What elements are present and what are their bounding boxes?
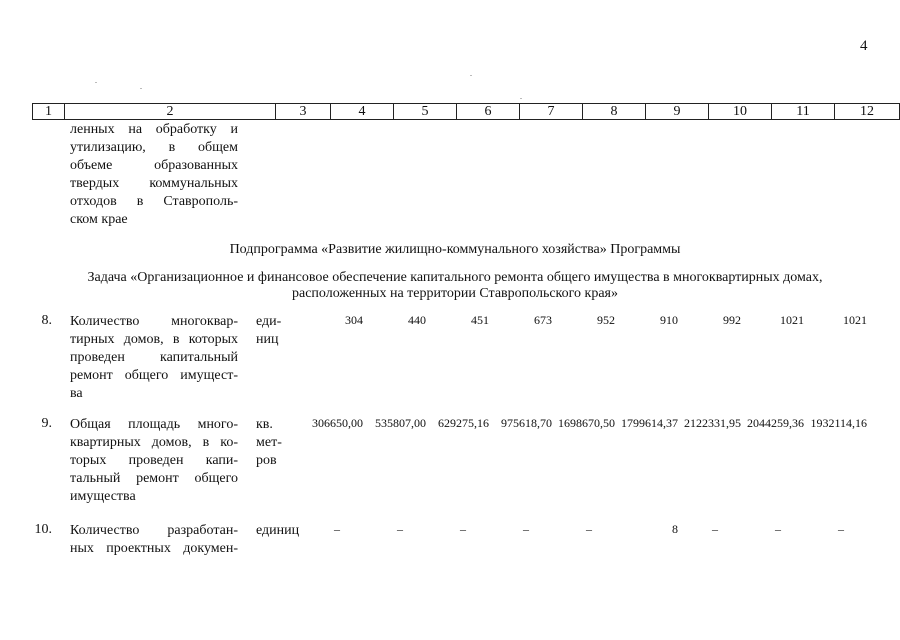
row-number: 10.: [34, 522, 52, 537]
column-header-cell: 6: [457, 104, 520, 120]
row-value: 992: [723, 313, 741, 327]
row-value: –: [523, 522, 529, 536]
row-value: 1698670,50: [558, 416, 615, 430]
subprogram-title: Подпрограмма «Развитие жилищно-коммунального хозяйства» Программы: [229, 242, 681, 257]
continuation-text: [70, 121, 238, 229]
column-header-table: [32, 103, 900, 120]
text-line: объеме образованных: [70, 158, 238, 173]
row-value: –: [838, 522, 844, 536]
text-line: ниц: [256, 332, 279, 347]
row-indicator-name: [70, 313, 238, 403]
column-header-cell: 1: [33, 104, 65, 120]
text-line: Общая площадь много-: [70, 417, 238, 432]
scan-speck: [470, 75, 472, 76]
text-line: ском крае: [70, 212, 128, 227]
row-value: 1021: [843, 313, 867, 327]
text-line: проведен капитальный: [70, 350, 238, 365]
row-unit: [256, 522, 299, 540]
column-header-row: [33, 104, 900, 120]
row-value: 910: [660, 313, 678, 327]
row-number: 8.: [41, 313, 52, 328]
row-value: –: [460, 522, 466, 536]
task-title-line: расположенных на территории Ставропольского края»: [291, 286, 618, 301]
row-value: 535807,00: [375, 416, 426, 430]
row-value: 451: [471, 313, 489, 327]
column-header-cell: 10: [709, 104, 772, 120]
scan-speck: [140, 88, 142, 89]
row-value: 440: [408, 313, 426, 327]
text-line: единиц: [256, 523, 300, 538]
row-number: 9.: [41, 416, 52, 431]
row-value: 1021: [780, 313, 804, 327]
row-value: –: [712, 522, 718, 536]
text-line: ров: [256, 453, 277, 468]
column-header-cell: 7: [520, 104, 583, 120]
row-value: –: [775, 522, 781, 536]
row-value: 8: [672, 522, 678, 536]
text-line: Количество многоквар-: [70, 314, 238, 329]
row-value: 952: [597, 313, 615, 327]
row-indicator-name: [70, 416, 238, 506]
text-line: ленных на обработку и: [70, 122, 238, 137]
page-number: 4: [860, 38, 868, 54]
scan-speck: [520, 98, 522, 99]
column-header-cell: 5: [394, 104, 457, 120]
row-value: 1932114,16: [810, 416, 867, 430]
text-line: еди-: [256, 314, 282, 329]
task-title: [40, 270, 870, 302]
task-title-line: Задача «Организационное и финансовое обеспечение капитального ремонта общего имущества в многоквартирных домах,: [87, 270, 823, 285]
column-header-cell: 11: [772, 104, 835, 120]
text-line: кв.: [256, 417, 273, 432]
text-line: ремонт общего имущест-: [70, 368, 238, 383]
row-value: –: [334, 522, 340, 536]
text-line: тальный ремонт общего: [70, 471, 238, 486]
row-value: 304: [345, 313, 363, 327]
text-line: Количество разработан-: [70, 523, 238, 538]
column-header-cell: 3: [276, 104, 331, 120]
row-value: 306650,00: [312, 416, 363, 430]
text-line: мет-: [256, 435, 282, 450]
text-line: квартирных домов, в ко-: [70, 435, 238, 450]
column-header-cell: 12: [835, 104, 900, 120]
row-value: 2044259,36: [747, 416, 804, 430]
row-value: –: [586, 522, 592, 536]
column-header-cell: 9: [646, 104, 709, 120]
row-value: 673: [534, 313, 552, 327]
text-line: ных проектных докумен-: [70, 541, 238, 556]
row-indicator-name: [70, 522, 238, 558]
row-unit: [256, 416, 282, 470]
column-header-cell: 2: [65, 104, 276, 120]
text-line: тирных домов, в которых: [70, 332, 238, 347]
column-header-cell: 4: [331, 104, 394, 120]
row-value: 629275,16: [438, 416, 489, 430]
row-value: 1799614,37: [621, 416, 678, 430]
text-line: торых проведен капи-: [70, 453, 238, 468]
text-line: имущества: [70, 489, 136, 504]
text-line: ва: [70, 386, 83, 401]
scan-speck: [95, 82, 97, 83]
row-value: 975618,70: [501, 416, 552, 430]
column-header-cell: 8: [583, 104, 646, 120]
row-unit: [256, 313, 281, 349]
text-line: отходов в Ставрополь-: [70, 194, 238, 209]
text-line: утилизацию, в общем: [70, 140, 238, 155]
row-value: 2122331,95: [684, 416, 741, 430]
text-line: твердых коммунальных: [70, 176, 238, 191]
row-value: –: [397, 522, 403, 536]
